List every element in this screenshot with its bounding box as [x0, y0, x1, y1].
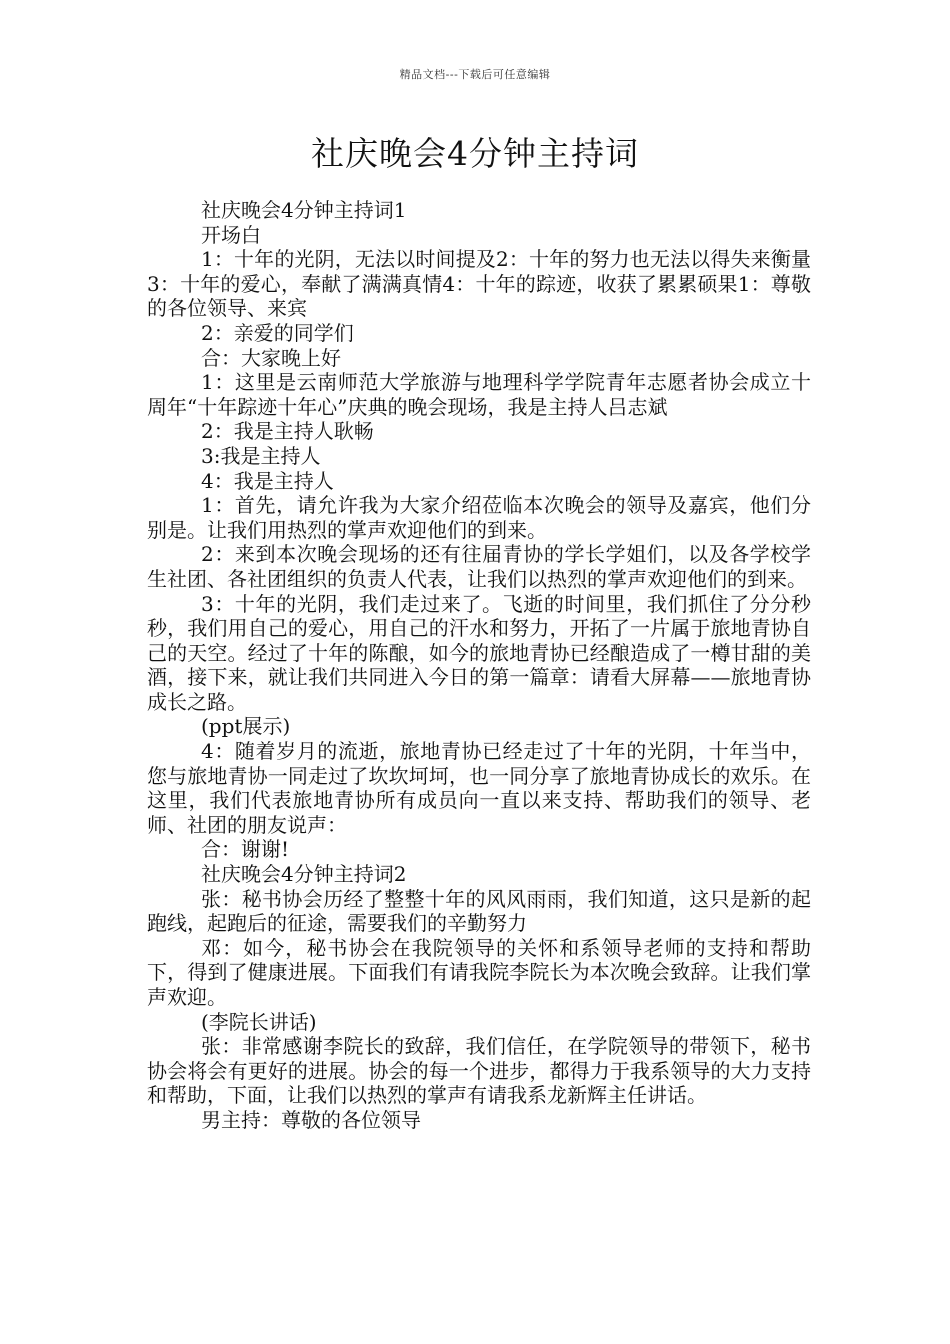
paragraph: 1：十年的光阴，无法以时间提及2：十年的努力也无法以得失来衡量3：十年的爱心，奉献了满满真情4：十年的踪迹，收获了累累硕果1：尊敬的各位领导、来宾: [147, 247, 811, 321]
paragraph: 3：十年的光阴，我们走过来了。飞逝的时间里，我们抓住了分分秒秒，我们用自己的爱心，用自己的汗水和努力，开拓了一片属于旅地青协自己的天空。经过了十年的陈酿，如今的旅地青协已经酿造成了一樽甘甜的美酒，接下来，就让我们共同进入今日的第一篇章：请看大屏幕——旅地青协成长之路。: [147, 591, 811, 714]
paragraph: 1：首先，请允许我为大家介绍莅临本次晚会的领导及嘉宾，他们分别是。让我们用热烈的掌声欢迎他们的到来。: [147, 493, 811, 542]
paragraph: (李院长讲话): [201, 1009, 317, 1034]
paragraph: 合：大家晚上好: [201, 345, 341, 370]
paragraph: 邓：如今，秘书协会在我院领导的关怀和系领导老师的支持和帮助下，得到了健康进展。下面我们有请我院李院长为本次晚会致辞。让我们掌声欢迎。: [147, 935, 811, 1009]
paragraph: 4：随着岁月的流逝，旅地青协已经走过了十年的光阴，十年当中，您与旅地青协一同走过了坎坎坷坷，也一同分享了旅地青协成长的欢乐。在这里，我们代表旅地青协所有成员向一直以来支持、帮助我们的领导、老师、社团的朋友说声：: [147, 739, 811, 837]
paragraph: 2：亲爱的同学们: [201, 320, 354, 345]
paragraph: 2：来到本次晚会现场的还有往届青协的学长学姐们，以及各学校学生社团、各社团组织的负责人代表，让我们以热烈的掌声欢迎他们的到来。: [147, 542, 811, 591]
paragraph: 3:我是主持人: [201, 443, 321, 468]
paragraph: (ppt展示): [201, 714, 291, 739]
paragraph: 2：我是主持人耿畅: [201, 419, 374, 444]
document-body: [147, 198, 811, 1133]
paragraph: 合：谢谢!: [201, 837, 290, 862]
paragraph: 4：我是主持人: [201, 468, 334, 493]
paragraph: 1：这里是云南师范大学旅游与地理科学学院青年志愿者协会成立十周年“十年踪迹十年心”庆典的晚会现场，我是主持人吕志斌: [147, 370, 811, 419]
paragraph: 开场白: [201, 222, 261, 247]
paragraph: 张：秘书协会历经了整整十年的风风雨雨，我们知道，这只是新的起跑线，起跑后的征途，需要我们的辛勤努力: [147, 886, 811, 936]
paragraph: 男主持：尊敬的各位领导: [201, 1107, 421, 1132]
document-title: 社庆晚会4分钟主持词: [311, 134, 639, 173]
paragraph: 社庆晚会4分钟主持词2: [201, 862, 407, 887]
paragraph: 张：非常感谢李院长的致辞，我们信任，在学院领导的带领下，秘书协会将会有更好的进展。协会的每一个进步，都得力于我系领导的大力支持和帮助，下面，让我们以热烈的掌声有请我系龙新辉主任讲话。: [147, 1034, 811, 1108]
header-note: 精品文档---下载后可任意编辑: [399, 68, 551, 81]
paragraph: 社庆晚会4分钟主持词1: [201, 198, 407, 222]
